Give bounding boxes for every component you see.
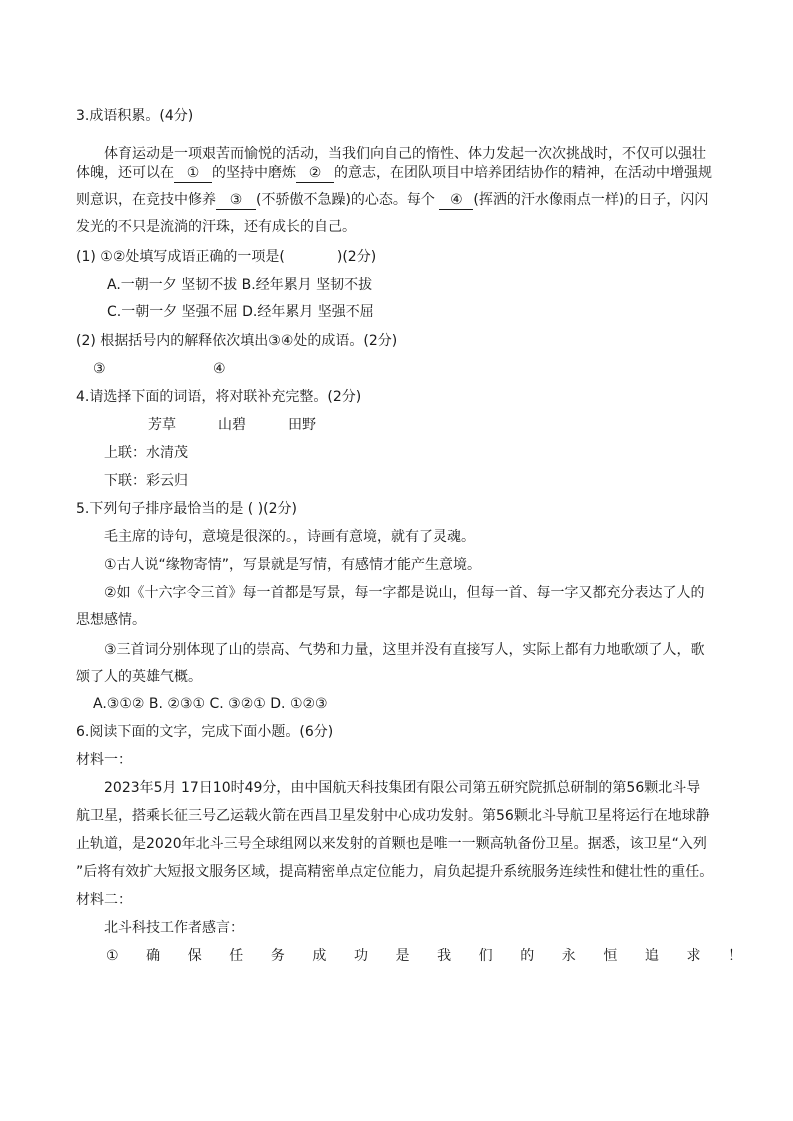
quote-char: 永 (561, 948, 576, 964)
q5-sentence-2-line-2: 思想感情。 (76, 612, 146, 628)
answer-label-4: ④ (213, 361, 226, 377)
q5-sentence-1: ①古人说“缘物寄情”，写景就是写情，有感情才能产生意境。 (104, 557, 482, 573)
q5-sentence-2-line-1: ②如《十六字令三首》每一首都是写景，每一字都是说山，但每一首、每一字又都充分表达了人的 (104, 585, 705, 601)
material-1-line-2: 航卫星，搭乘长征三号乙运载火箭在西昌卫星发射中心成功发射。第56颗北斗导航卫星将运行在地球静 (76, 808, 710, 824)
q3-paragraph-line-3: 则意识，在竞技中修养 ③ (不骄傲不急躁)的心态。每个 ④ (挥洒的汗水像雨点一样)的日子，闪闪 (76, 192, 709, 208)
q4-word-1: 芳草 (148, 417, 176, 433)
quote-char: ！ (728, 948, 742, 964)
quote-char: 确 (146, 948, 161, 964)
q3-options-ab: A.一朝一夕 坚韧不拔 B.经年累月 坚韧不拔 (107, 277, 373, 293)
answer-label-3: ③ (93, 361, 106, 377)
quote-char: 求 (686, 948, 701, 964)
quote-char: 们 (478, 948, 493, 964)
blank-3: ③ (216, 192, 256, 210)
material-1-line-3: 止轨道，是2020年北斗三号全球组网以来发射的首颗也是唯一一颗高轨备份卫星。据悉，该卫星“入列 (76, 836, 707, 852)
quote-char: 我 (437, 948, 452, 964)
q4-word-3: 田野 (288, 417, 316, 433)
q3-paragraph-line-2: 体魄，还可以在 ① 的坚持中磨炼 ② 的意志，在团队项目中培养团结协作的精神，在活动中增强规 (76, 165, 712, 181)
quote-char: 务 (270, 948, 285, 964)
material-1-line-4: ”后将有效扩大短报文服务区域，提高精密单点定位能力，肩负起提升系统服务连续性和健壮性的重任。 (76, 864, 714, 880)
material-1-heading: 材料一： (76, 752, 132, 768)
material-2-quote (106, 946, 742, 966)
q4-upper-couplet: 上联：水清茂 (104, 445, 188, 461)
quote-char: 任 (229, 948, 244, 964)
q5-sentence-3-line-1: ③三首词分别体现了山的崇高、气势和力量，这里并没有直接写人，实际上都有力地歌颂了人，歌 (104, 642, 705, 658)
quote-char: 成 (312, 948, 327, 964)
quote-char: 保 (187, 948, 202, 964)
q6-title: 6.阅读下面的文字，完成下面小题。(6分) (76, 724, 334, 740)
blank-2: ② (296, 165, 334, 183)
q5-sentence-0: 毛主席的诗句，意境是很深的。，诗画有意境，就有了灵魂。 (104, 529, 475, 545)
q3-title: 3.成语积累。(4分) (76, 108, 194, 124)
blank-1: ① (174, 165, 212, 183)
quote-char: ① (106, 948, 119, 964)
q3-paragraph-line-4: 发光的不只是流淌的汗珠，还有成长的自己。 (76, 219, 356, 235)
q4-lower-couplet: 下联：彩云归 (104, 473, 188, 489)
q3-subquestion-2: (2) 根据括号内的解释依次填出③④处的成语。(2分) (76, 333, 398, 349)
quote-char: 功 (353, 948, 368, 964)
material-2-intro: 北斗科技工作者感言： (104, 920, 244, 936)
quote-char: 的 (520, 948, 535, 964)
material-1-line-1: 2023年5月 17日10时49分，由中国航天科技集团有限公司第五研究院抓总研制的第56颗北斗导 (104, 780, 701, 796)
q4-title: 4.请选择下面的词语，将对联补充完整。(2分) (76, 389, 362, 405)
blank-4: ④ (439, 192, 473, 210)
quote-char: 恒 (603, 948, 618, 964)
quote-char: 是 (395, 948, 410, 964)
q5-options: A.③①② B. ②③① C. ③②① D. ①②③ (93, 696, 328, 712)
q5-sentence-3-line-2: 颂了人的英雄气概。 (76, 669, 202, 685)
q3-paragraph-line-1: 体育运动是一项艰苦而愉悦的活动，当我们向自己的惰性、体力发起一次次挑战时，不仅可以强壮 (104, 146, 706, 162)
q3-options-cd: C.一朝一夕 坚强不屈 D.经年累月 坚强不屈 (107, 304, 374, 320)
material-2-heading: 材料二： (76, 892, 132, 908)
quote-char: 追 (644, 948, 659, 964)
q5-title: 5.下列句子排序最恰当的是 ( )(2分) (76, 501, 298, 517)
q3-subquestion-1: (1) ①②处填写成语正确的一项是( )(2分) (76, 249, 377, 265)
q4-word-2: 山碧 (218, 417, 246, 433)
